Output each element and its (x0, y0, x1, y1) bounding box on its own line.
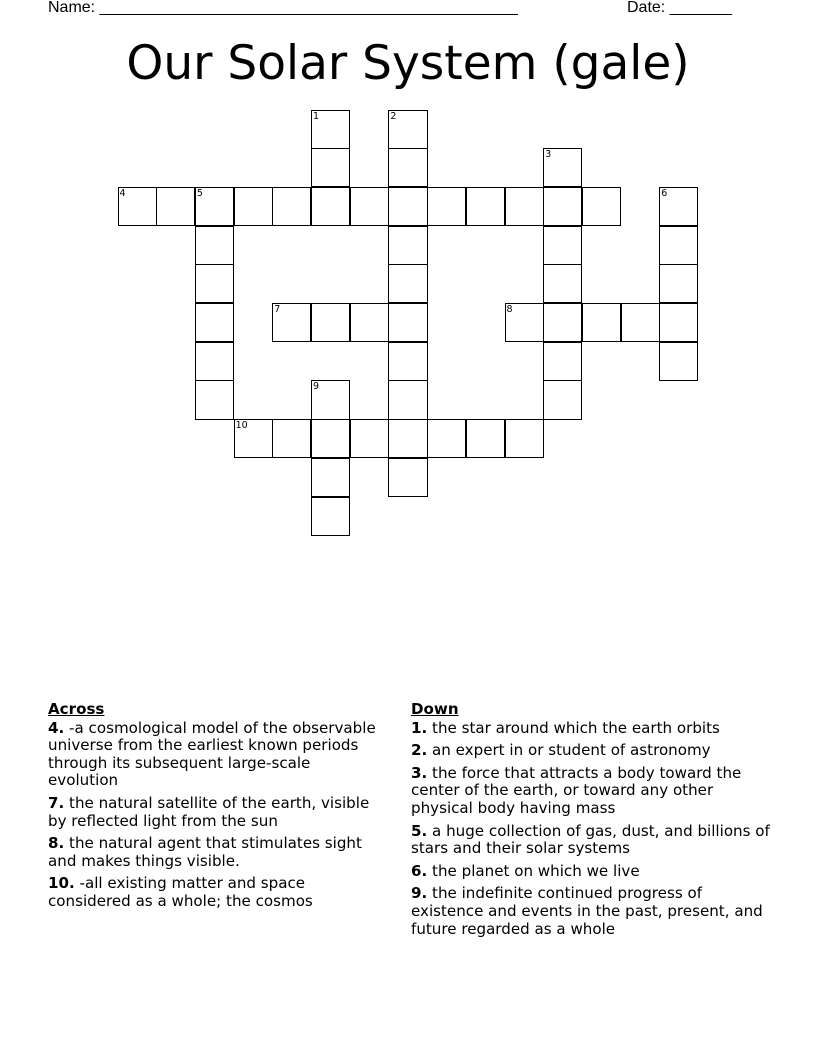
clue-text: -a cosmological model of the observable universe from the earliest known periods through its subsequent large-scale evolution (48, 718, 376, 790)
grid-cell[interactable] (195, 342, 234, 381)
across-clue (48, 720, 378, 790)
grid-cell[interactable] (543, 380, 582, 419)
grid-cell[interactable] (311, 419, 350, 458)
clue-number-label: 6 (661, 187, 668, 199)
down-clue (411, 720, 771, 738)
grid-cell[interactable] (234, 187, 273, 226)
grid-cell[interactable] (311, 380, 350, 419)
grid-cell[interactable] (311, 148, 350, 187)
grid-cell[interactable] (195, 264, 234, 303)
grid-cell[interactable] (388, 342, 427, 381)
grid-cell[interactable] (388, 303, 427, 342)
grid-cell[interactable] (505, 419, 544, 458)
grid-cell[interactable] (156, 187, 195, 226)
grid-cell[interactable] (195, 303, 234, 342)
clue-text: the natural satellite of the earth, visible by reflected light from the sun (48, 793, 370, 830)
clue-number-label: 2 (390, 110, 397, 122)
clue-number-label: 5 (196, 187, 203, 199)
down-clue (411, 823, 771, 858)
grid-cell[interactable] (388, 110, 427, 149)
clue-number: 9. (411, 884, 428, 903)
grid-cell[interactable] (388, 380, 427, 419)
grid-cell[interactable] (466, 419, 505, 458)
grid-cell[interactable] (659, 264, 698, 303)
grid-cell[interactable] (118, 187, 157, 226)
grid-cell[interactable] (311, 458, 350, 497)
clue-number-label: 9 (313, 381, 320, 393)
name-field[interactable]: Name: _______________________________________________ (48, 0, 518, 16)
grid-cell[interactable] (582, 187, 621, 226)
clue-number-label: 7 (274, 304, 281, 315)
clue-number: 5. (411, 821, 428, 840)
grid-cell[interactable] (311, 110, 350, 149)
grid-cell[interactable] (543, 148, 582, 187)
clue-number: 3. (411, 763, 428, 782)
clue-number: 8. (48, 834, 65, 853)
grid-cell[interactable] (659, 226, 698, 265)
grid-cell[interactable] (388, 419, 427, 458)
grid-cell[interactable] (427, 187, 466, 226)
grid-cell[interactable] (388, 226, 427, 265)
grid-cell[interactable] (388, 264, 427, 303)
grid-cell[interactable] (195, 187, 234, 226)
across-clues (48, 701, 378, 916)
clue-text: the indefinite continued progress of existence and events in the past, present, and future regarded as a whole (411, 884, 763, 938)
grid-cell[interactable] (350, 187, 389, 226)
down-heading: Down (411, 700, 459, 718)
down-clue (411, 863, 771, 881)
grid-cell[interactable] (427, 419, 466, 458)
grid-cell[interactable] (272, 303, 311, 342)
clue-number: 6. (411, 861, 428, 880)
grid-cell[interactable] (582, 303, 621, 342)
grid-cell[interactable] (505, 187, 544, 226)
grid-cell[interactable] (659, 303, 698, 342)
clue-text: -all existing matter and space considered as a whole; the cosmos (48, 874, 313, 910)
across-clue (48, 835, 378, 870)
grid-cell[interactable] (272, 187, 311, 226)
clue-number: 7. (48, 793, 65, 812)
clue-number-label: 3 (545, 149, 552, 161)
clue-number: 2. (411, 741, 428, 760)
grid-cell[interactable] (272, 419, 311, 458)
grid-cell[interactable] (234, 419, 273, 458)
grid-cell[interactable] (659, 187, 698, 226)
grid-cell[interactable] (350, 303, 389, 342)
clue-text: the star around which the earth orbits (427, 718, 720, 737)
grid-cell[interactable] (543, 226, 582, 265)
grid-cell[interactable] (543, 342, 582, 381)
grid-cell[interactable] (505, 303, 544, 342)
across-heading: Across (48, 700, 105, 718)
grid-cell[interactable] (350, 419, 389, 458)
grid-cell[interactable] (543, 264, 582, 303)
down-clue (411, 765, 771, 818)
clue-number: 1. (411, 718, 428, 737)
grid-cell[interactable] (195, 380, 234, 419)
clue-number-label: 8 (506, 304, 513, 315)
grid-cell[interactable] (311, 303, 350, 342)
clue-text: the planet on which we live (427, 861, 640, 880)
grid-cell[interactable] (621, 303, 660, 342)
down-clue (411, 885, 771, 938)
across-clue (48, 875, 378, 910)
grid-cell[interactable] (311, 497, 350, 536)
clue-number-label: 10 (235, 420, 248, 432)
clue-number: 10. (48, 874, 75, 893)
grid-cell[interactable] (543, 187, 582, 226)
grid-cell[interactable] (388, 187, 427, 226)
clue-text: a huge collection of gas, dust, and billions of stars and their solar systems (411, 821, 770, 858)
date-field[interactable]: Date: _______ (627, 0, 732, 16)
clue-number-label: 1 (313, 110, 320, 122)
page-title: Our Solar System (gale) (126, 36, 690, 91)
across-clue (48, 795, 378, 830)
grid-cell[interactable] (659, 342, 698, 381)
down-clues (411, 701, 771, 943)
grid-cell[interactable] (388, 148, 427, 187)
clue-number-label: 4 (119, 187, 126, 199)
clue-number: 4. (48, 718, 65, 737)
grid-cell[interactable] (195, 226, 234, 265)
grid-cell[interactable] (543, 303, 582, 342)
clue-text: an expert in or student of astronomy (427, 741, 711, 760)
clue-text: the natural agent that stimulates sight and makes things visible. (48, 834, 362, 870)
down-clue (411, 742, 771, 760)
grid-cell[interactable] (388, 458, 427, 497)
clue-text: the force that attracts a body toward the center of the earth, or toward any other physical body having mass (411, 763, 742, 817)
grid-cell[interactable] (466, 187, 505, 226)
grid-cell[interactable] (311, 187, 350, 226)
